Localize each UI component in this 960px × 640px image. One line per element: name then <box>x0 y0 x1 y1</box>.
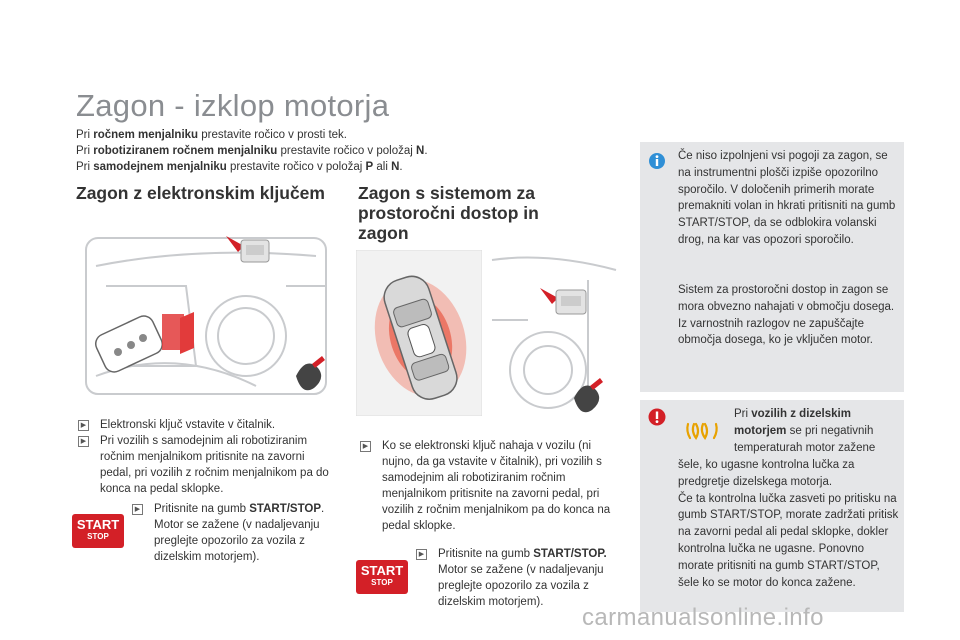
arrow-bullet-icon: ▶ <box>78 436 89 447</box>
list-item: ▶ Elektronski ključ vstavite v čitalnik. <box>78 417 334 433</box>
arrow-bullet-icon: ▶ <box>78 420 89 431</box>
watermark: carmanualsonline.info <box>582 604 824 631</box>
info-paragraph-2: Sistem za prostoročni dostop in zagon se mora obvezno nahajati v območju dosega. Iz varnostnih razlogov ne zapuščajte območja dosega, ko je vključen motor. <box>678 284 895 347</box>
key-reader-illustration <box>76 226 338 404</box>
start-button-thumbnail <box>226 236 269 262</box>
section-key-title: Zagon z elektronskim ključem <box>76 183 325 203</box>
start-button-dashboard-illustration <box>488 250 620 422</box>
warning-text-top: Pri vozilih z dizelskim motorjem se pri negativnih temperaturah motor zažene <box>734 408 876 454</box>
intro-text <box>76 127 428 175</box>
warning-text-body: šele, ko ugasne kontrolna lučka za predgretje dizelskega motorja. Če ta kontrolna lučka zasveti po pritisku na gumb START/STOP, morate zadržati pritisk na zavorni pedal ali pedal sklopke, dokler kontrolna lučka ne ugasne. Ponovno morate pritisniti na gumb START/STOP, šele ko se motor do konca zažene. <box>678 459 899 589</box>
info-panel <box>640 142 904 392</box>
preheat-glow-plug-icon <box>684 420 720 442</box>
section-key-press-instruction: ▶ Pritisnite na gumb START/STOP. Motor se zažene (v nadaljevanju preglejte opozorilo za vozila z dizelskim motorjem). <box>132 501 334 565</box>
intro-line-robotized: Pri robotiziranem ročnem menjalniku prestavite ročico v položaj N. <box>76 145 428 157</box>
list-item: ▶ Pri vozilih s samodejnim ali robotiziranim ročnim menjalnikom pritisnite na zavorni pedal, pri vozilih z ročnim menjalnikom pa do konca na pedal sklopke. <box>78 433 334 497</box>
warning-icon <box>648 408 666 426</box>
arrow-bullet-icon: ▶ <box>132 504 143 515</box>
start-stop-button-icon: START STOP <box>356 560 408 594</box>
info-icon <box>648 152 666 170</box>
section-proximity-press-instruction: ▶ Pritisnite na gumb START/STOP. Motor se zažene (v nadaljevanju preglejte opozorilo za vozila z dizelskim motorjem). <box>416 546 620 610</box>
intro-line-manual: Pri ročnem menjalniku prestavite ročico v prosti tek. <box>76 129 347 141</box>
section-key-bullets <box>78 417 334 497</box>
arrow-bullet-icon: ▶ <box>360 441 371 452</box>
arrow-bullet-icon: ▶ <box>416 549 427 560</box>
section-proximity-bullets <box>360 438 616 534</box>
start-button-thumbnail <box>540 288 586 314</box>
car-top-view-illustration <box>356 250 482 416</box>
list-item: ▶ Ko se elektronski ključ nahaja v vozilu (ni nujno, da ga vstavite v čitalnik), pri vozilih s samodejnim ali robotiziranim ročnim menjalnikom pritisnite na zavorni pedal, pri vozilih z ročnim menjalnikom pa do konca na pedal sklopke. <box>360 438 616 534</box>
hand-pressing-icon <box>296 356 325 390</box>
start-stop-button-icon: START STOP <box>72 514 124 548</box>
page-title: Zagon - izklop motorja <box>76 88 390 123</box>
warning-panel <box>640 400 904 612</box>
intro-line-automatic: Pri samodejnem menjalniku prestavite ročico v položaj P ali N. <box>76 161 403 173</box>
info-paragraph-1: Če niso izpolnjeni vsi pogoji za zagon, se na instrumentni plošči izpiše opozorilno sporočilo. V določenih primerih morate premakniti volan in hkrati pritisniti na gumb START/STOP, da se odblokira volanski drog, na kar vas opozori sporočilo. <box>678 150 896 246</box>
section-proximity-title: Zagon s sistemom za prostoročni dostop in zagon <box>358 183 539 243</box>
